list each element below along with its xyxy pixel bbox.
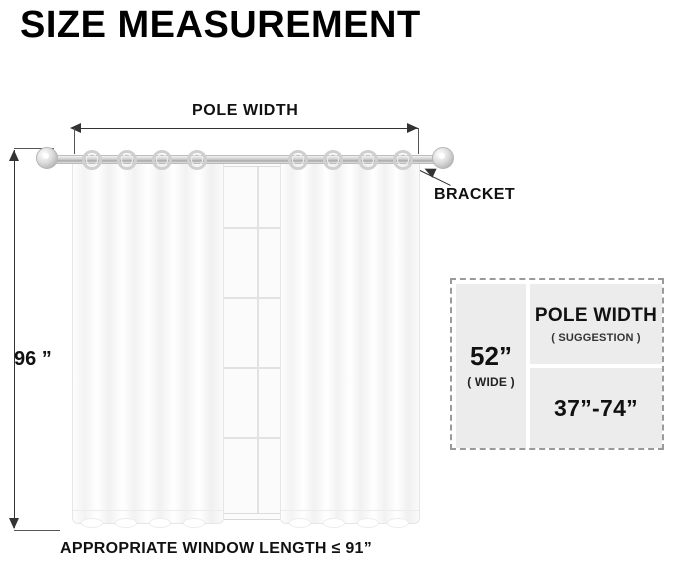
curtain-grommet-icon <box>117 150 137 170</box>
height-tick-bottom <box>14 530 60 531</box>
pole-width-dimension-line <box>74 128 418 129</box>
pole-width-label: POLE WIDTH <box>192 102 299 119</box>
curtain-panel-left <box>72 164 224 524</box>
curtain-grommet-icon <box>288 150 308 170</box>
window-muntin-vertical <box>257 167 259 513</box>
rod-finial-icon <box>432 147 454 169</box>
curtain-grommet-icon <box>82 150 102 170</box>
curtain-grommet-icon <box>187 150 207 170</box>
curtain-rod <box>50 155 446 164</box>
specification-box <box>450 278 664 450</box>
arrow-up-icon <box>9 150 19 161</box>
curtain-grommet-icon <box>323 150 343 170</box>
spec-width-sublabel: ( WIDE ) <box>467 374 515 389</box>
bottom-caption: APPROPRIATE WINDOW LENGTH ≤ 91” <box>60 540 373 557</box>
arrow-right-icon <box>407 123 418 133</box>
pole-width-tick-left <box>74 128 75 154</box>
spec-cell-pole-width-range <box>530 368 662 448</box>
curtain-panel-right <box>280 164 420 524</box>
bracket-arrow-icon <box>422 164 436 178</box>
spec-cell-width <box>456 284 526 448</box>
curtain-grommet-icon <box>358 150 378 170</box>
curtain-height-label: 96 ” <box>14 348 52 370</box>
window-muntin-horizontal <box>224 297 282 299</box>
spec-cell-pole-width <box>530 284 662 364</box>
arrow-down-icon <box>9 518 19 529</box>
curtain-grommet-icon <box>152 150 172 170</box>
bracket-label: BRACKET <box>434 186 516 203</box>
window-muntin-horizontal <box>224 227 282 229</box>
arrow-left-icon <box>70 123 81 133</box>
window-muntin-horizontal <box>224 367 282 369</box>
spec-width-value: 52” <box>470 341 512 372</box>
page-title: SIZE MEASUREMENT <box>20 4 421 46</box>
height-dimension-line <box>14 150 15 528</box>
window-inner-frame <box>223 166 283 514</box>
spec-pole-width-title: POLE WIDTH <box>534 304 658 326</box>
spec-pole-width-range: 37”-74” <box>554 394 638 421</box>
window-muntin-horizontal <box>224 437 282 439</box>
window-graphic <box>217 160 289 520</box>
rod-finial-icon <box>36 147 58 169</box>
spec-pole-width-sublabel: ( SUGGESTION ) <box>551 331 641 344</box>
curtain-grommet-icon <box>393 150 413 170</box>
pole-width-tick-right <box>418 128 419 154</box>
